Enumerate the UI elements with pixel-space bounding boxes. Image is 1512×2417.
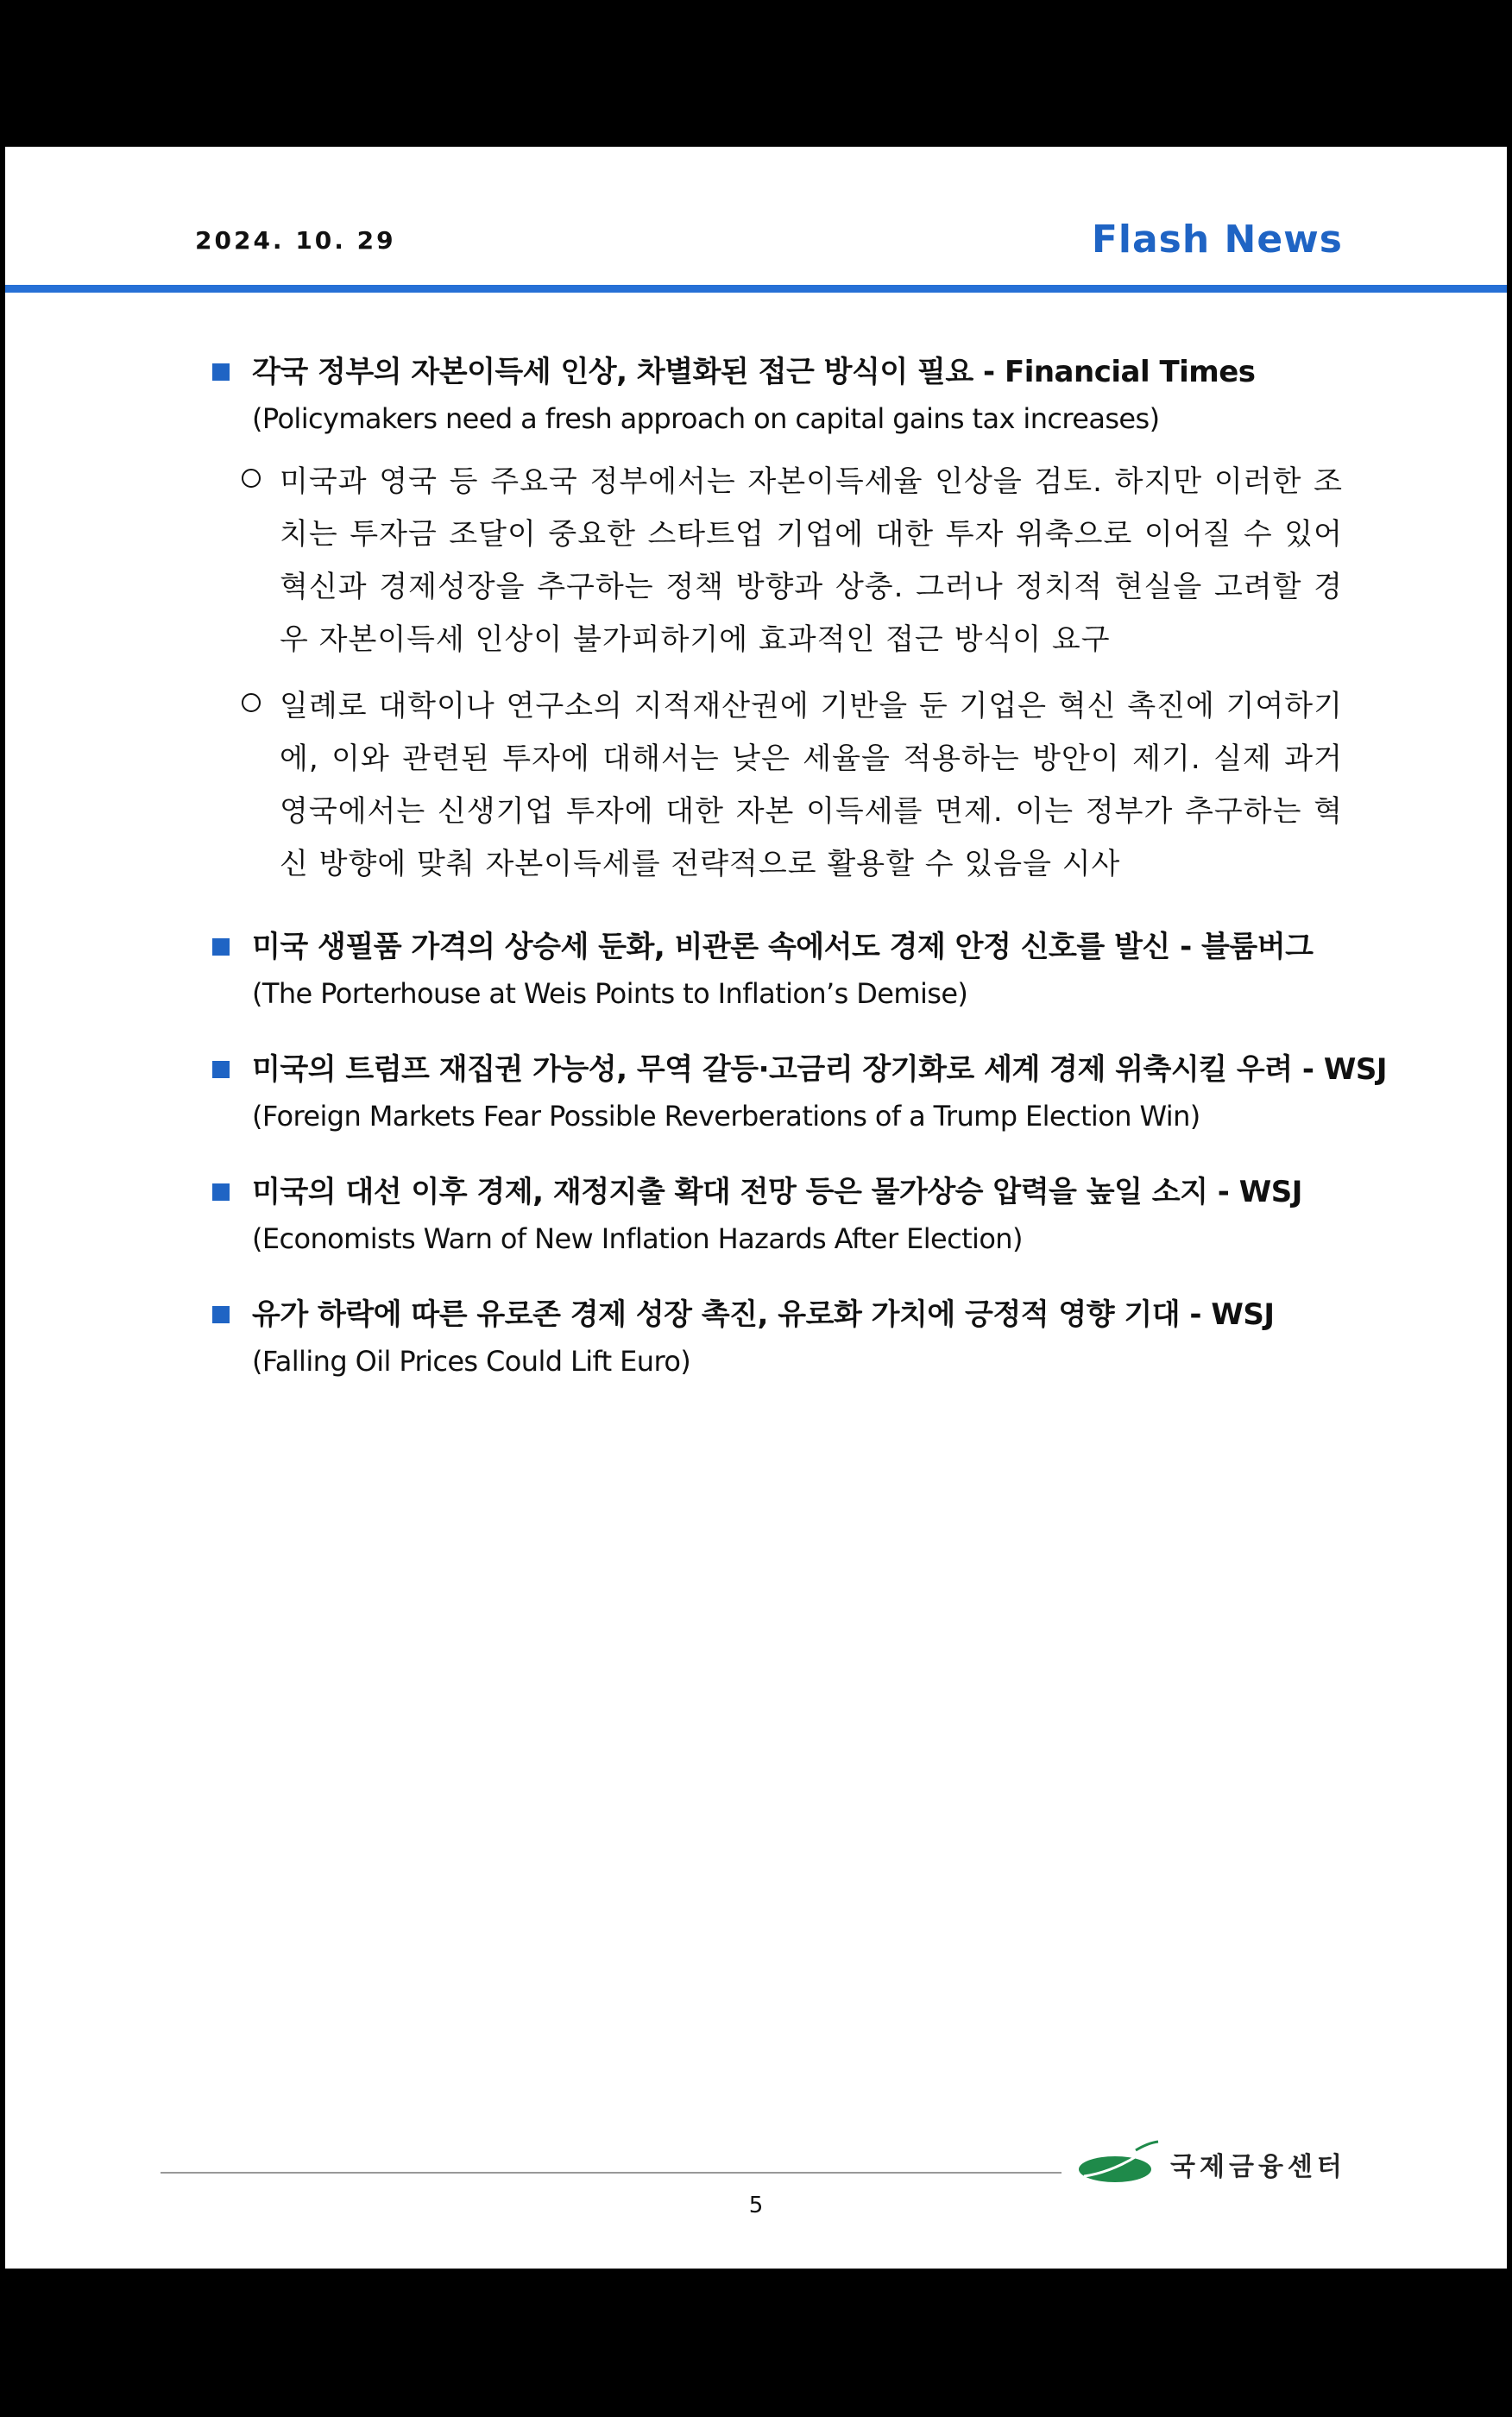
news-list — [204, 352, 1387, 1417]
english-title: (The Porterhouse at Weis Points to Inflation’s Demise) — [252, 977, 968, 1010]
square-bullet-icon — [212, 363, 230, 381]
bullet-text: 미국과 영국 등 주요국 정부에서는 자본이득세율 인상을 검토. 하지만 이러한 조치는 투자금 조달이 중요한 스타트업 기업에 대한 투자 위축으로 이어질 수 있어 혁신과 경제성장을 추구하는 정책 방향과 상충. 그러나 정치적 현실을 고려할 경우 자본이득세 인상이 불가피하기에 효과적인 접근 방식이 요구 — [280, 464, 1343, 657]
summary-bullets — [242, 456, 1343, 891]
square-bullet-icon — [212, 1183, 230, 1201]
headline-text: 미국의 대선 이후 경제, 재정지출 확대 전망 등은 물가상승 압력을 높일 소지 - WSJ — [252, 1175, 1302, 1209]
logo-text: 국제금융센터 — [1170, 2152, 1346, 2182]
news-item — [204, 1295, 1343, 1381]
english-title: (Foreign Markets Fear Possible Reverberations of a Trump Election Win) — [252, 1100, 1200, 1133]
english-title: (Policymakers need a fresh approach on capital gains tax increases) — [252, 402, 1160, 435]
page-number: 5 — [748, 2193, 764, 2218]
headline-text: 미국 생필품 가격의 상승세 둔화, 비관론 속에서도 경제 안정 신호를 발신 - 블룸버그 — [252, 930, 1314, 964]
footer-logo — [1075, 2134, 1351, 2194]
english-title: (Economists Warn of New Inflation Hazards After Election) — [252, 1222, 1023, 1255]
headline-text: 미국의 트럼프 재집권 가능성, 무역 갈등·고금리 장기화로 세계 경제 위축시킬 우려 - WSJ — [252, 1052, 1387, 1087]
bullet-text: 일례로 대학이나 연구소의 지적재산권에 기반을 둔 기업은 혁신 촉진에 기여하기에, 이와 관련된 투자에 대해서는 낮은 세율을 적용하는 방안이 제기. 실제 과거 영국에서는 신생기업 투자에 대한 자본 이득세를 면제. 이는 정부가 추구하는 혁신 방향에 맞춰 자본이득세를 전략적으로 활용할 수 있음을 시사 — [280, 689, 1343, 881]
square-bullet-icon — [212, 938, 230, 956]
news-headline — [204, 1050, 1387, 1089]
english-title: (Falling Oil Prices Could Lift Euro) — [252, 1345, 691, 1378]
news-headline — [204, 927, 1343, 967]
news-item — [204, 1050, 1387, 1136]
kcif-leaf-icon — [1075, 2138, 1162, 2190]
news-headline — [204, 1295, 1343, 1335]
header-rule — [5, 285, 1507, 293]
news-headline — [204, 1172, 1343, 1212]
circle-bullet-icon — [242, 693, 261, 712]
square-bullet-icon — [212, 1306, 230, 1323]
brand-title: Flash News — [1091, 218, 1343, 262]
headline-text: 유가 하락에 따른 유로존 경제 성장 촉진, 유로화 가치에 긍정적 영향 기대 - WSJ — [252, 1297, 1275, 1332]
news-item — [204, 927, 1343, 1013]
news-item — [204, 1172, 1343, 1259]
headline-text: 각국 정부의 자본이득세 인상, 차별화된 접근 방식이 필요 - Financial Times — [252, 355, 1256, 389]
circle-bullet-icon — [242, 469, 261, 488]
footer-rule — [161, 2172, 1062, 2174]
summary-bullet — [242, 456, 1343, 666]
summary-bullet — [242, 680, 1343, 891]
news-headline — [204, 352, 1343, 392]
news-item — [204, 352, 1343, 891]
document-page — [5, 147, 1507, 2269]
square-bullet-icon — [212, 1061, 230, 1078]
report-date: 2024. 10. 29 — [195, 226, 396, 255]
